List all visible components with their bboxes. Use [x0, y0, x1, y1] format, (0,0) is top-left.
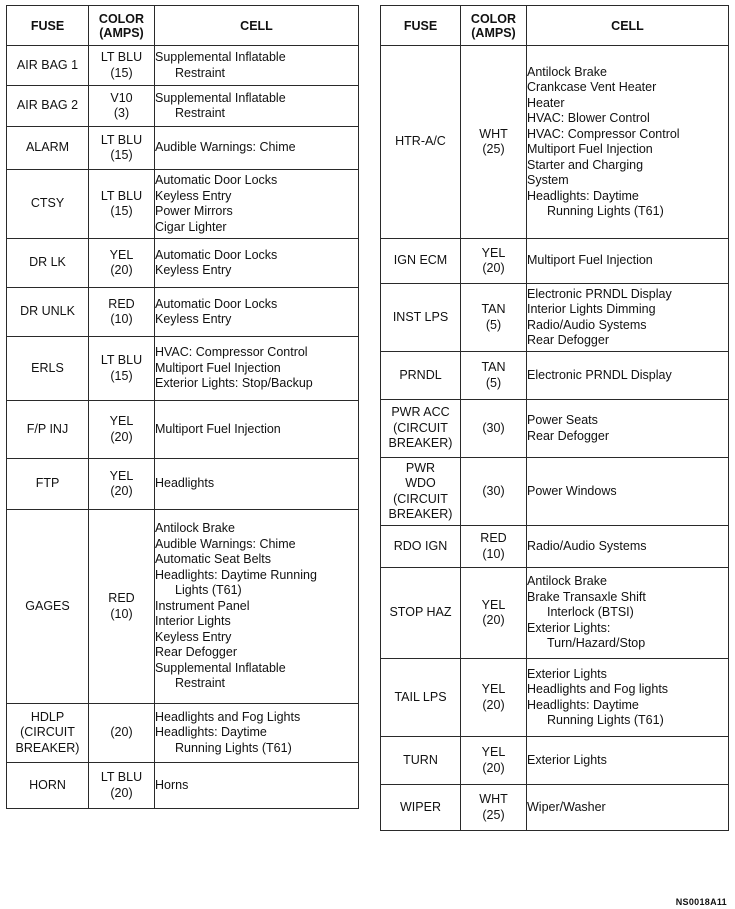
color-amps — [461, 352, 527, 400]
fuse-name-line: BREAKER) — [388, 507, 453, 521]
circuit-item: Headlights: Daytime — [155, 725, 267, 740]
circuit-list — [527, 400, 729, 458]
fuse-name — [7, 170, 89, 239]
circuit-item: Brake Transaxle Shift — [527, 589, 646, 604]
circuit-item: Starter and Charging — [527, 157, 644, 172]
circuit-item: Heater — [527, 95, 565, 110]
circuit-item: Headlights and Fog Lights — [155, 709, 301, 724]
amperage: (10) — [482, 546, 505, 561]
fuse-name-line: (CIRCUIT — [393, 420, 448, 435]
fuse-name-line: WIPER — [400, 799, 441, 814]
wire-color: YEL — [481, 745, 506, 759]
circuit-item: Automatic Door Locks — [155, 296, 278, 311]
header-row — [381, 6, 729, 46]
fuse-name — [381, 568, 461, 659]
header-row — [7, 6, 359, 46]
circuit-item: Multiport Fuel Injection — [155, 421, 281, 436]
circuit-item: Audible Warnings: Chime — [155, 140, 296, 155]
circuit-item: Headlights: Daytime Running — [155, 567, 317, 582]
wire-color: LT BLU — [100, 353, 143, 367]
fuse-row — [381, 400, 729, 458]
fuse-name — [381, 526, 461, 568]
color-amps — [89, 86, 155, 127]
wire-color: RED — [480, 531, 507, 545]
fuse-name-line: AIR BAG 2 — [16, 98, 79, 113]
circuit-item: Rear Defogger — [527, 428, 609, 443]
fuse-name — [7, 337, 89, 401]
circuit-item: Crankcase Vent Heater — [527, 80, 657, 94]
circuit-item: Headlights: Daytime — [527, 188, 639, 203]
fuse-name-line: TAIL LPS — [394, 689, 447, 704]
circuit-item: Automatic Seat Belts — [155, 552, 272, 567]
amperage: (20) — [482, 261, 505, 275]
circuit-item: Exterior Lights — [527, 752, 607, 767]
fuse-name-line: HDLP — [30, 709, 65, 724]
fuse-header: FUSE — [7, 6, 89, 46]
fuse-row — [7, 401, 359, 459]
circuit-list — [155, 459, 359, 510]
fuse-row — [7, 239, 359, 288]
circuit-item: Radio/Audio Systems — [527, 538, 647, 553]
circuit-list — [527, 458, 729, 526]
fuse-name-line: RDO IGN — [393, 538, 448, 553]
fuse-name-line: IGN ECM — [393, 253, 448, 268]
fuse-row — [381, 737, 729, 785]
fuse-name-line: GAGES — [25, 598, 70, 613]
wire-color: YEL — [109, 414, 134, 428]
circuit-item: Multiport Fuel Injection — [155, 360, 281, 375]
circuit-item: Headlights and Fog lights — [527, 682, 669, 696]
fuse-name — [7, 459, 89, 510]
circuit-list — [155, 239, 359, 288]
fuse-row — [7, 288, 359, 337]
amperage: (5) — [485, 317, 502, 332]
fuse-row — [7, 86, 359, 127]
circuit-item: Exterior Lights — [527, 666, 607, 681]
wire-color: WHT — [479, 126, 508, 141]
cell-header: CELL — [155, 6, 359, 46]
circuit-item: Wiper/Washer — [527, 799, 606, 814]
circuit-list — [155, 288, 359, 337]
fuse-row — [381, 526, 729, 568]
color-amps — [461, 46, 527, 239]
color-amps — [89, 763, 155, 809]
circuit-list — [527, 568, 729, 659]
fuse-name-line: BREAKER) — [388, 436, 453, 451]
amperage: (15) — [110, 204, 133, 218]
fuse-row — [7, 510, 359, 704]
amperage: (10) — [110, 606, 133, 621]
fuse-name-line: HORN — [29, 777, 66, 792]
circuit-item: Antilock Brake — [527, 64, 607, 79]
circuit-list — [527, 659, 729, 737]
circuit-list — [527, 284, 729, 352]
circuit-item: Audible Warnings: Chime — [155, 536, 296, 551]
color-amps — [461, 526, 527, 568]
fuse-name — [7, 510, 89, 704]
circuit-item: Electronic PRNDL Display — [527, 286, 672, 301]
amperage: (25) — [482, 807, 505, 822]
fuse-name — [7, 288, 89, 337]
fuse-name-line: PRNDL — [399, 367, 442, 382]
color-amps — [89, 46, 155, 86]
fuse-name-line: BREAKER) — [15, 740, 80, 755]
circuit-item: Rear Defogger — [527, 333, 609, 347]
wire-color: LT BLU — [100, 188, 143, 203]
circuit-item: Power Windows — [527, 483, 617, 498]
circuit-list — [527, 352, 729, 400]
wire-color: LT BLU — [100, 770, 143, 784]
circuit-item: Antilock Brake — [155, 521, 235, 536]
fuse-row — [381, 568, 729, 659]
amperage: (20) — [110, 429, 133, 444]
circuit-item: Interior Lights Dimming — [527, 302, 656, 316]
circuit-list — [527, 526, 729, 568]
circuit-item: Restraint — [175, 106, 226, 120]
fuse-name-line: (CIRCUIT — [20, 725, 75, 740]
circuit-list — [527, 737, 729, 785]
fuse-name — [7, 239, 89, 288]
circuit-item: Instrument Panel — [155, 598, 250, 613]
color-amps — [89, 459, 155, 510]
fuse-name-line: DR LK — [29, 255, 66, 270]
amperage: (20) — [482, 760, 505, 775]
circuit-item: Power Seats — [527, 413, 598, 427]
fuse-name — [7, 763, 89, 809]
fuse-name — [381, 785, 461, 831]
wire-color: TAN — [481, 360, 506, 374]
circuit-item: Automatic Door Locks — [155, 173, 278, 187]
wire-color: RED — [108, 591, 135, 605]
amperage: (30) — [482, 420, 505, 435]
amperage: (3) — [113, 106, 130, 120]
amperage: (20) — [110, 484, 133, 498]
wire-color: LT BLU — [100, 50, 143, 64]
circuit-item: Exterior Lights: — [527, 620, 611, 635]
figure-reference-code: NS0018A11 — [675, 897, 727, 907]
circuit-item: Antilock Brake — [527, 574, 607, 589]
color-amps — [461, 458, 527, 526]
circuit-item: Supplemental Inflatable — [155, 90, 286, 105]
fuse-name — [381, 46, 461, 239]
circuit-item: Electronic PRNDL Display — [527, 367, 672, 382]
fuse-name-line: PWR ACC — [391, 405, 450, 420]
color-amps — [461, 659, 527, 737]
circuit-item: Headlights — [155, 476, 215, 491]
wire-color: YEL — [481, 597, 506, 612]
circuit-item: Rear Defogger — [155, 645, 237, 660]
color-amps — [89, 127, 155, 170]
color-amps — [461, 568, 527, 659]
color-amps — [461, 400, 527, 458]
fuse-name-line: (CIRCUIT — [393, 491, 448, 506]
cell-header: CELL — [527, 6, 729, 46]
fuse-name — [381, 284, 461, 352]
wire-color: TAN — [481, 302, 506, 316]
circuit-list — [155, 86, 359, 127]
color-amps — [89, 337, 155, 401]
fuse-name — [381, 458, 461, 526]
circuit-list — [155, 510, 359, 704]
fuse-name-line: TURN — [403, 752, 438, 767]
fuse-name — [7, 46, 89, 86]
fuse-row — [381, 659, 729, 737]
fuse-name — [7, 401, 89, 459]
fuse-row — [381, 352, 729, 400]
fuse-row — [381, 458, 729, 526]
circuit-item: HVAC: Compressor Control — [527, 126, 680, 141]
wire-color: WHT — [479, 792, 508, 806]
fuse-name-line: CTSY — [30, 196, 65, 211]
fuse-name — [7, 86, 89, 127]
circuit-list — [155, 46, 359, 86]
amperage: (15) — [110, 368, 133, 383]
circuit-list — [155, 337, 359, 401]
fuse-row — [7, 46, 359, 86]
amperage: (15) — [110, 148, 133, 162]
fuse-name-line: ALARM — [25, 140, 70, 155]
amperage: (5) — [485, 375, 502, 390]
fuse-name-line: AIR BAG 1 — [16, 57, 79, 72]
color-amps — [89, 704, 155, 763]
circuit-list — [527, 46, 729, 239]
left-fuse-table — [6, 5, 359, 809]
circuit-item: Keyless Entry — [155, 312, 232, 326]
color-amps — [461, 785, 527, 831]
amperage: (30) — [482, 483, 505, 498]
circuit-item: Supplemental Inflatable — [155, 660, 286, 675]
circuit-item: Interior Lights — [155, 614, 231, 629]
circuit-item: Radio/Audio Systems — [527, 317, 647, 332]
wire-color: RED — [108, 296, 135, 311]
fuse-row — [7, 459, 359, 510]
color-amps — [89, 510, 155, 704]
fuse-name-line: INST LPS — [392, 309, 449, 324]
color-amps — [461, 239, 527, 284]
circuit-item: Running Lights (T61) — [547, 713, 664, 727]
wire-color: YEL — [109, 247, 134, 262]
fuse-row — [7, 127, 359, 170]
color-amps — [89, 288, 155, 337]
circuit-item: Keyless Entry — [155, 263, 232, 277]
color-amps — [461, 737, 527, 785]
amperage: (20) — [110, 725, 133, 740]
circuit-item: Restraint — [175, 65, 226, 80]
amperage: (20) — [110, 263, 133, 277]
wire-color: YEL — [109, 468, 134, 483]
wire-color: YEL — [481, 682, 506, 696]
circuit-list — [527, 785, 729, 831]
circuit-item: HVAC: Blower Control — [527, 111, 650, 125]
color-amps — [89, 401, 155, 459]
circuit-list — [155, 170, 359, 239]
circuit-item: Keyless Entry — [155, 629, 232, 644]
right-fuse-table — [380, 5, 729, 831]
fuse-name — [381, 239, 461, 284]
circuit-item: Power Mirrors — [155, 204, 233, 218]
fuse-name-line: PWR — [405, 460, 436, 475]
amperage: (15) — [110, 65, 133, 80]
fuse-name — [381, 352, 461, 400]
fuse-row — [7, 763, 359, 809]
circuit-list — [155, 401, 359, 459]
circuit-item: Automatic Door Locks — [155, 247, 278, 262]
fuse-name — [381, 400, 461, 458]
circuit-list — [155, 127, 359, 170]
circuit-item: Lights (T61) — [175, 583, 242, 598]
fuse-row — [7, 704, 359, 763]
color-amps-header: COLOR (AMPS) — [89, 6, 155, 46]
amperage: (25) — [482, 142, 505, 156]
circuit-item: System — [527, 173, 569, 187]
color-amps-header: COLOR (AMPS) — [461, 6, 527, 46]
fuse-row — [7, 337, 359, 401]
circuit-list — [527, 239, 729, 284]
fuse-name-line: FTP — [35, 476, 60, 491]
amperage: (20) — [482, 697, 505, 712]
fuse-name-line: DR UNLK — [20, 304, 75, 319]
fuse-name-line: HTR-A/C — [395, 134, 446, 149]
fuse-row — [381, 239, 729, 284]
circuit-list — [155, 704, 359, 763]
color-amps — [89, 170, 155, 239]
fuse-row — [381, 46, 729, 239]
fuse-name-line: WDO — [405, 476, 436, 490]
fuse-header: FUSE — [381, 6, 461, 46]
color-amps — [461, 284, 527, 352]
fuse-row — [381, 785, 729, 831]
circuit-item: Cigar Lighter — [155, 219, 227, 234]
wire-color: V10 — [110, 90, 133, 105]
circuit-item: Keyless Entry — [155, 188, 232, 203]
fuse-name — [381, 737, 461, 785]
amperage: (10) — [110, 312, 133, 326]
circuit-item: Running Lights (T61) — [547, 204, 664, 218]
fuse-name — [7, 127, 89, 170]
fuse-name-line: STOP HAZ — [389, 605, 452, 620]
fuse-name-line: ERLS — [31, 360, 64, 375]
circuit-item: Multiport Fuel Injection — [527, 253, 653, 268]
circuit-item: Headlights: Daytime — [527, 697, 639, 712]
wire-color: LT BLU — [100, 132, 143, 147]
fuse-name — [381, 659, 461, 737]
circuit-item: Restraint — [175, 676, 226, 691]
circuit-item: Supplemental Inflatable — [155, 50, 286, 64]
fuse-row — [381, 284, 729, 352]
fuse-row — [7, 170, 359, 239]
amperage: (20) — [110, 785, 133, 800]
circuit-item: HVAC: Compressor Control — [155, 345, 308, 360]
amperage: (20) — [482, 613, 505, 627]
fuse-name-line: F/P INJ — [26, 421, 69, 436]
circuit-item: Turn/Hazard/Stop — [547, 636, 646, 651]
circuit-item: Interlock (BTSI) — [547, 605, 634, 620]
color-amps — [89, 239, 155, 288]
circuit-item: Multiport Fuel Injection — [527, 142, 653, 156]
circuit-list — [155, 763, 359, 809]
circuit-item: Exterior Lights: Stop/Backup — [155, 376, 313, 391]
circuit-item: Running Lights (T61) — [175, 740, 292, 755]
fuse-name — [7, 704, 89, 763]
wire-color: YEL — [481, 245, 506, 260]
circuit-item: Horns — [155, 777, 189, 792]
